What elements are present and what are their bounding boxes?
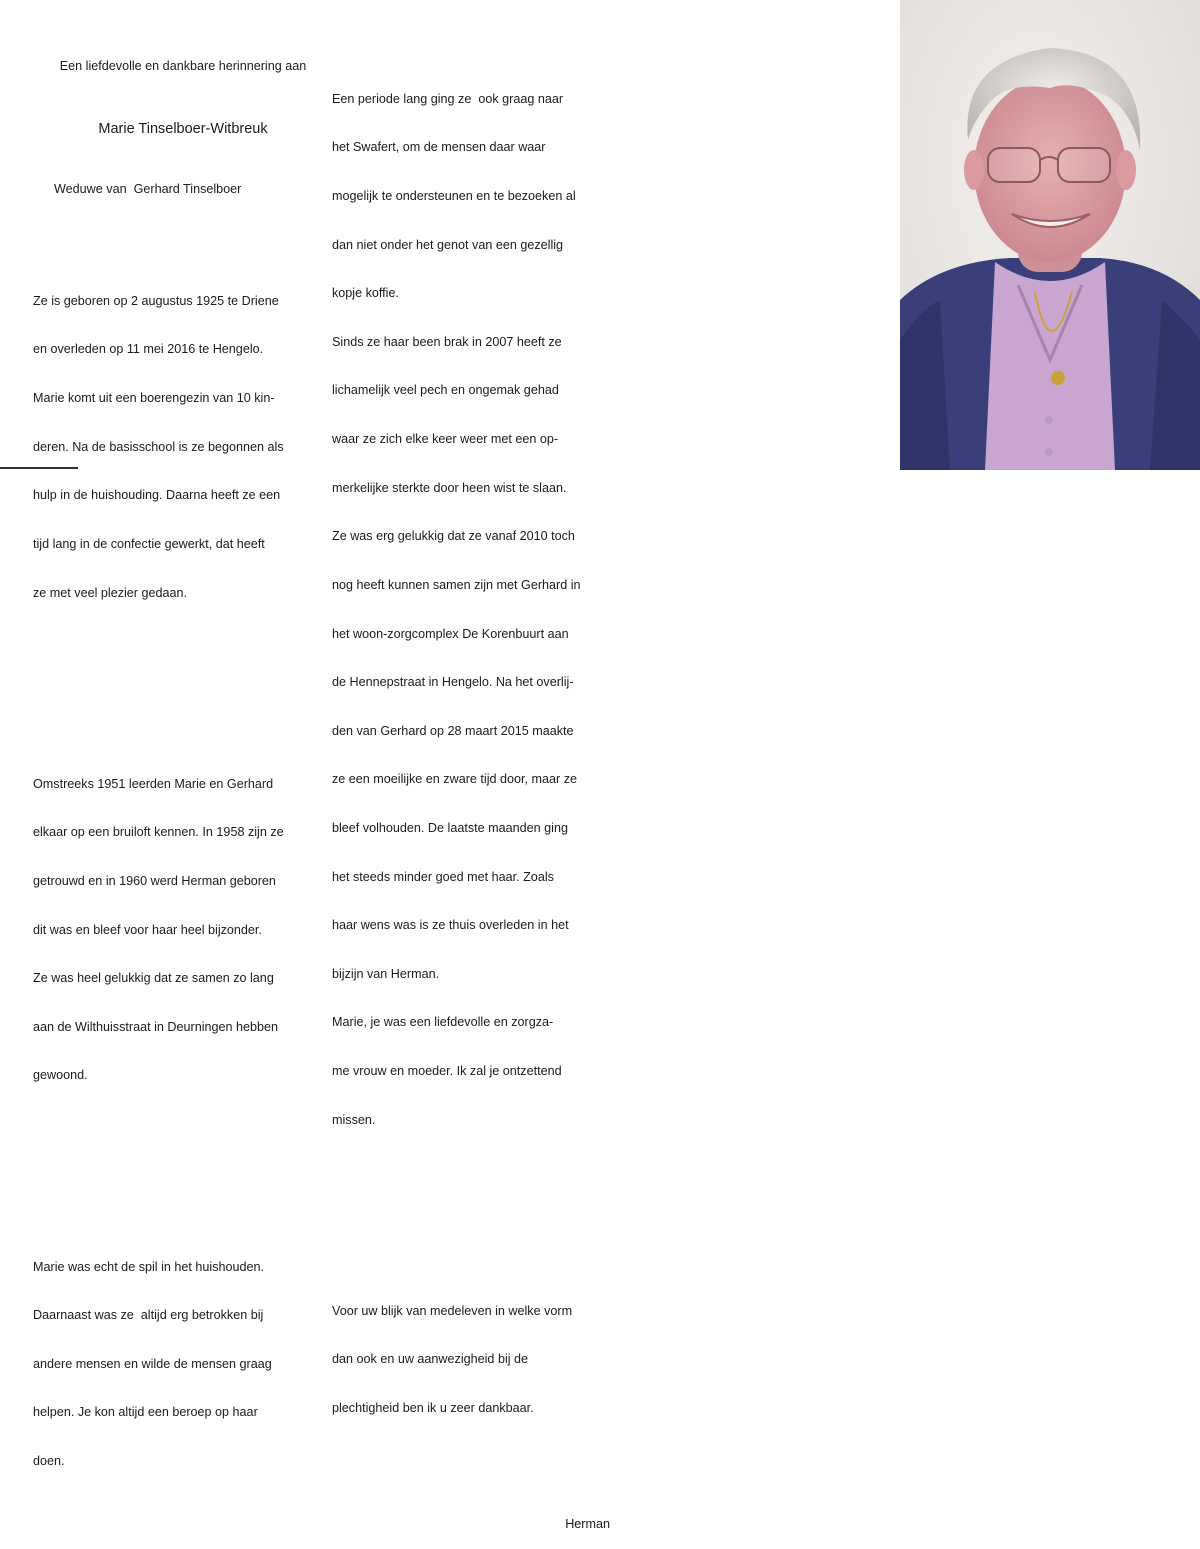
- right-column: [332, 26, 632, 1549]
- text-line: Ze is geboren op 2 augustus 1925 te Driene: [33, 293, 279, 308]
- text-line: doen.: [33, 1454, 65, 1469]
- paragraph-thanks: [332, 1270, 632, 1448]
- text-line: deren. Na de basisschool is ze begonnen als: [33, 439, 284, 454]
- text-line: den van Gerhard op 28 maart 2015 maakte: [332, 723, 574, 738]
- blouse: [985, 262, 1115, 470]
- paragraph-later-life: [332, 58, 632, 1160]
- text-line: de Hennepstraat in Hengelo. Na het overlij-: [332, 675, 574, 690]
- text-line: helpen. Je kon altijd een beroep op haar: [33, 1405, 258, 1420]
- paragraph-marriage: [33, 743, 333, 1116]
- text-line: Ze was heel gelukkig dat ze samen zo lang: [33, 971, 274, 986]
- text-line: plechtigheid ben ik u zeer dankbaar.: [332, 1401, 534, 1416]
- text-line: het Swafert, om de mensen daar waar: [332, 140, 546, 155]
- text-line: dit was en bleef voor haar heel bijzonder.: [33, 922, 262, 937]
- signature: Herman: [565, 1517, 610, 1532]
- text-line: merkelijke sterkte door heen wist te slaan.: [332, 480, 567, 495]
- text-line: dan ook en uw aanwezigheid bij de: [332, 1352, 529, 1367]
- text-line: hulp in de huishouding. Daarna heeft ze een: [33, 488, 281, 503]
- text-line: Marie was echt de spil in het huishouden.: [33, 1259, 265, 1274]
- text-line: bijzijn van Herman.: [332, 966, 440, 981]
- deceased-name: Marie Tinselboer-Witbreuk: [98, 121, 268, 138]
- text-line: Een periode lang ging ze ook graag naar: [332, 91, 564, 106]
- text-line: Marie komt uit een boerengezin van 10 kin-: [33, 391, 275, 406]
- intro-line: Een liefdevolle en dankbare herinnering aan: [59, 59, 307, 74]
- text-line: andere mensen en wilde de mensen graag: [33, 1356, 272, 1371]
- text-line: bleef volhouden. De laatste maanden ging: [332, 820, 568, 835]
- scan-edge-line: [0, 467, 78, 469]
- text-line: waar ze zich elke keer weer met een op-: [332, 432, 559, 447]
- paragraph-household: [33, 1226, 333, 1501]
- text-line: elkaar op een bruiloft kennen. In 1958 zijn ze: [33, 825, 284, 840]
- text-line: me vrouw en moeder. Ik zal je ontzettend: [332, 1064, 562, 1078]
- widow-line: Weduwe van Gerhard Tinselboer: [54, 181, 242, 196]
- text-line: Sinds ze haar been brak in 2007 heeft ze: [332, 334, 562, 349]
- portrait-photo: [900, 0, 1200, 470]
- text-line: Marie, je was een liefdevolle en zorgza-: [332, 1015, 554, 1030]
- text-line: ze met veel plezier gedaan.: [33, 585, 188, 600]
- portrait-illustration: [900, 0, 1200, 470]
- left-column: [33, 26, 333, 1518]
- text-line: haar wens was is ze thuis overleden in het: [332, 918, 569, 933]
- text-line: Omstreeks 1951 leerden Marie en Gerhard: [33, 776, 274, 791]
- text-line: Ze was erg gelukkig dat ze vanaf 2010 toch: [332, 529, 575, 544]
- text-line: tijd lang in de confectie gewerkt, dat heeft: [33, 536, 265, 551]
- text-line: gewoond.: [33, 1068, 88, 1083]
- pendant: [1051, 371, 1065, 385]
- text-line: Voor uw blijk van medeleven in welke vorm: [332, 1303, 573, 1318]
- text-line: kopje koffie.: [332, 286, 399, 301]
- text-line: lichamelijk veel pech en ongemak gehad: [332, 383, 559, 398]
- text-line: ze een moeilijke en zware tijd door, maar ze: [332, 772, 577, 787]
- paragraph-birth: [33, 260, 333, 633]
- text-line: en overleden op 11 mei 2016 te Hengelo.: [33, 342, 264, 357]
- text-line: het steeds minder goed met haar. Zoals: [332, 869, 554, 884]
- text-line: het woon-zorgcomplex De Korenbuurt aan: [332, 626, 569, 641]
- text-line: dan niet onder het genot van een gezellig: [332, 237, 564, 252]
- text-line: Daarnaast was ze altijd erg betrokken bij: [33, 1308, 264, 1323]
- text-line: missen.: [332, 1112, 376, 1127]
- text-line: aan de Wilthuisstraat in Deurningen hebben: [33, 1019, 279, 1034]
- text-line: mogelijk te ondersteunen en te bezoeken al: [332, 189, 576, 204]
- text-line: getrouwd en in 1960 werd Herman geboren: [33, 873, 276, 888]
- text-line: nog heeft kunnen samen zijn met Gerhard in: [332, 577, 581, 592]
